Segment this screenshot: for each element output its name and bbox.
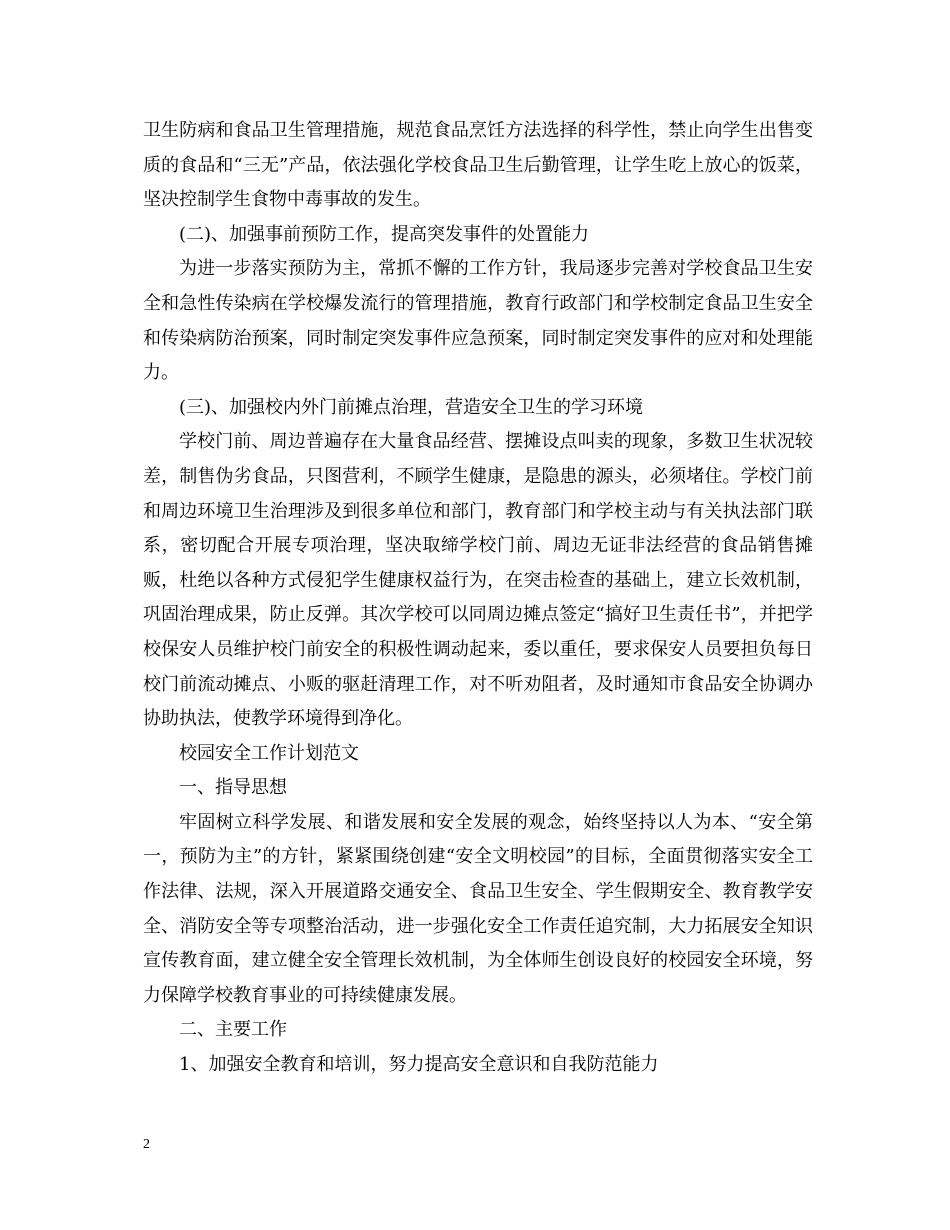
- heading-guiding-thought: 一、指导思想: [179, 777, 287, 799]
- paragraph-prevention: 为进一步落实预防为主，常抓不懈的工作方针，我局逐步完善对学校食品卫生安全和急性传染病在学校爆发流行的管理措施，教育行政部门和学校制定食品卫生安全和传染病防治预案，同时制定突发事件应急预案，同时制定突发事件的应对和处理能力。: [143, 258, 813, 384]
- page-number: 2: [143, 1137, 150, 1152]
- document-body: [143, 114, 813, 1083]
- heading-section-3: (三)、加强校内外门前摊点治理，营造安全卫生的学习环境: [179, 396, 644, 418]
- heading-section-2: (二)、加强事前预防工作，提高突发事件的处置能力: [179, 223, 590, 245]
- paragraph-food-hygiene-continued: 卫生防病和食品卫生管理措施，规范食品烹饪方法选择的科学性，禁止向学生出售变质的食品和“三无”产品，依法强化学校食品卫生后勤管理，让学生吃上放心的饭菜，坚决控制学生食物中毒事故的发生。: [143, 120, 813, 211]
- heading-main-work: 二、主要工作: [179, 1019, 287, 1041]
- heading-safety-education: 1、加强安全教育和培训，努力提高安全意识和自我防范能力: [179, 1054, 659, 1076]
- paragraph-guiding-thought: 牢固树立科学发展、和谐发展和安全发展的观念，始终坚持以人为本、“安全第一，预防为主”的方针，紧紧围绕创建“安全文明校园”的目标，全面贯彻落实安全工作法律、法规，深入开展道路交通安全、食品卫生安全、学生假期安全、教育教学安全、消防安全等专项整治活动，进一步强化安全工作责任追究制，大力拓展安全知识宣传教育面，建立健全安全管理长效机制，为全体师生创设良好的校园安全环境，努力保障学校教育事业的可持续健康发展。: [143, 811, 813, 1006]
- paragraph-stall-management: 学校门前、周边普遍存在大量食品经营、摆摊设点叫卖的现象，多数卫生状况较差，制售伪劣食品，只图营利，不顾学生健康，是隐患的源头，必须堵住。学校门前和周边环境卫生治理涉及到很多单位和部门，教育部门和学校主动与有关执法部门联系，密切配合开展专项治理，坚决取缔学校门前、周边无证非法经营的食品销售摊贩，杜绝以各种方式侵犯学生健康权益行为，在突击检查的基础上，建立长效机制，巩固治理成果，防止反弹。其次学校可以同周边摊点签定“搞好卫生责任书”，并把学校保安人员维护校门前安全的积极性调动起来，委以重任，要求保安人员要担负每日校门前流动摊点、小贩的驱赶清理工作，对不听劝阻者，及时通知市食品安全协调办协助执法，使教学环境得到净化。: [143, 431, 813, 730]
- document-subtitle: 校园安全工作计划范文: [179, 742, 359, 764]
